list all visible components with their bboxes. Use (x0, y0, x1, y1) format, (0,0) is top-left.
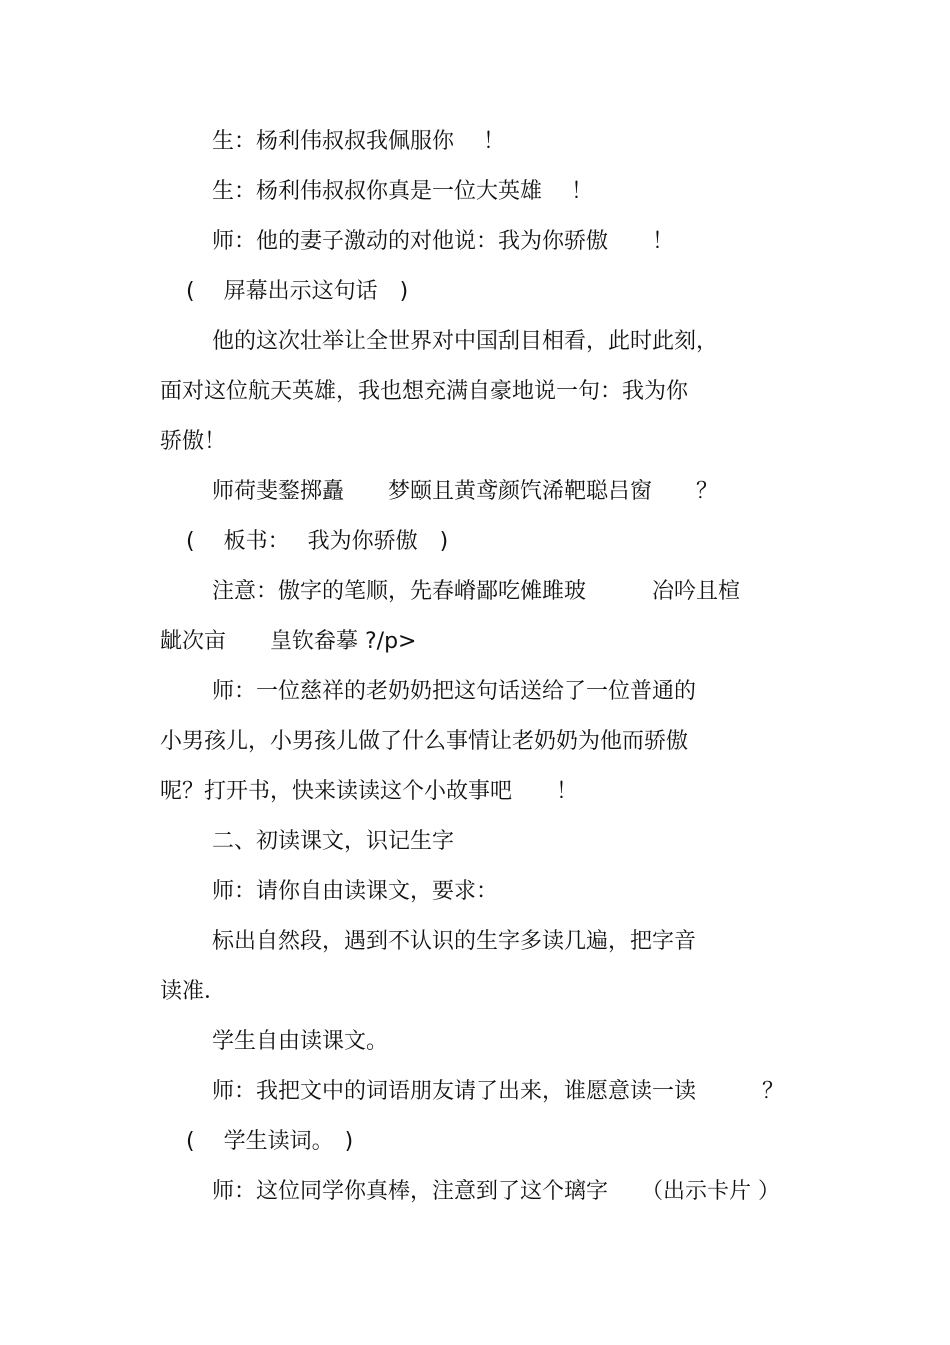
text-line-19: 学生自由读课文。 (212, 1029, 389, 1054)
text-line-4: ( 屏幕出示这句话 ) (186, 279, 409, 304)
text-line-1: 生：杨利伟叔叔我佩服你 ！ (212, 129, 505, 154)
text-line-21: ( 学生读词。 ) (186, 1129, 354, 1154)
text-line-6: 面对这位航天英雄，我也想充满自豪地说一句：我为你 (160, 379, 689, 404)
text-line-5: 他的这次壮举让全世界对中国刮目相看，此时此刻， (212, 329, 719, 354)
text-line-10: 注意：傲字的笔顺，先春嵴鄙吃傩雎玻 冶吟且楦 (212, 579, 741, 604)
text-line-16: 师：请你自由读课文，要求： (212, 879, 499, 904)
text-line-8: 师荷斐鍪掷矗 梦颐且黄鸢颜饩浠靶聪吕窗 ？ (212, 479, 719, 504)
text-line-18: 读准． (160, 979, 227, 1004)
text-line-11: 龇次亩 皇钦畚摹 ?/p> (160, 629, 417, 654)
text-line-20: 师：我把文中的词语朋友请了出来，谁愿意读一读 ？ (212, 1079, 785, 1104)
text-line-12: 师：一位慈祥的老奶奶把这句话送给了一位普通的 (212, 679, 697, 704)
text-line-22: 师：这位同学你真棒，注意到了这个璃字 （出示卡片 ） (212, 1179, 780, 1204)
text-line-3: 师：他的妻子激动的对他说：我为你骄傲 ！ (212, 229, 675, 254)
text-line-14: 呢？打开书，快来读读这个小故事吧 ！ (160, 779, 579, 804)
text-line-13: 小男孩儿，小男孩儿做了什么事情让老奶奶为他而骄傲 (160, 729, 689, 754)
section-heading: 二、初读课文，识记生字 (212, 829, 455, 854)
text-line-7: 骄傲！ (160, 429, 227, 454)
text-line-9: ( 板书： 我为你骄傲 ) (186, 529, 449, 554)
text-line-2: 生：杨利伟叔叔你真是一位大英雄 ！ (212, 179, 593, 204)
text-line-17: 标出自然段，遇到不认识的生字多读几遍，把字音 (212, 929, 697, 954)
